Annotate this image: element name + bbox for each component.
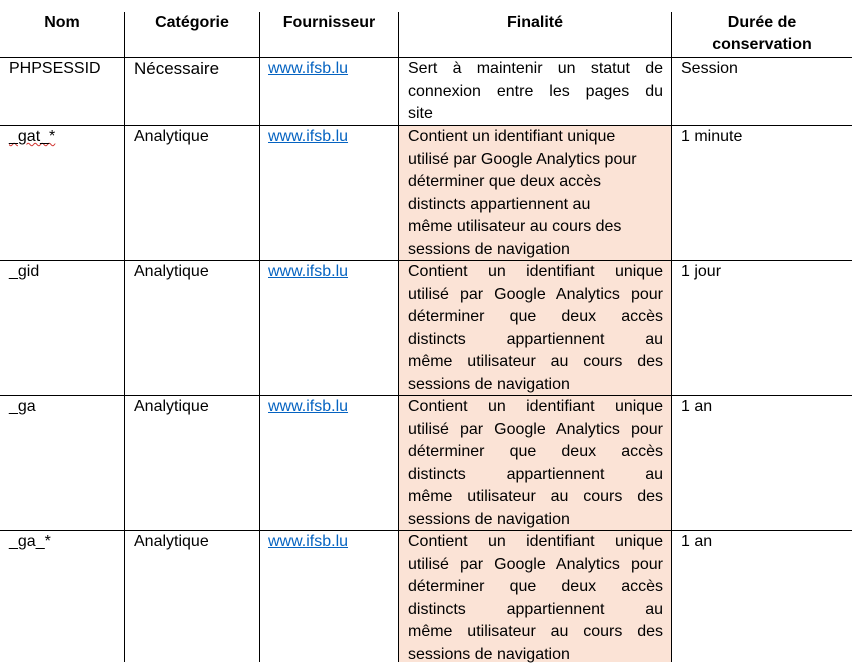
row-4-name: _ga [9, 396, 36, 419]
row-2-category: Analytique [134, 126, 209, 149]
purpose-line: sessions de navigation [408, 509, 663, 532]
row-3-provider-link[interactable]: www.ifsb.lu [268, 261, 348, 284]
row-5-category: Analytique [134, 531, 209, 554]
purpose-line: utilisé par Google Analytics pour [408, 419, 663, 442]
purpose-line: utilisé par Google Analytics pour [408, 149, 663, 172]
header-category: Catégorie [125, 12, 259, 34]
purpose-line: même utilisateur au cours des [408, 216, 663, 239]
purpose-line: sessions de navigation [408, 239, 663, 262]
column-divider [124, 12, 125, 662]
spellcheck-underline: _gat_* [9, 128, 55, 145]
purpose-line: déterminer que deux accès [408, 171, 663, 194]
purpose-line: même utilisateur au cours des [408, 621, 663, 644]
purpose-line: déterminer que deux accès [408, 306, 663, 329]
row-3-name: _gid [9, 261, 39, 284]
row-2-provider-link[interactable]: www.ifsb.lu [268, 126, 348, 149]
row-4-provider-link[interactable]: www.ifsb.lu [268, 396, 348, 419]
purpose-line: connexion entre les pages du [408, 81, 663, 104]
purpose-line: distincts appartiennent au [408, 464, 663, 487]
row-2-name [9, 126, 55, 149]
purpose-line: distincts appartiennent au [408, 329, 663, 352]
purpose-line: Sert à maintenir un statut de [408, 58, 663, 81]
row-5-duration: 1 an [681, 531, 712, 554]
column-divider [259, 12, 260, 662]
purpose-line: distincts appartiennent au [408, 194, 663, 217]
purpose-line: déterminer que deux accès [408, 441, 663, 464]
row-1-duration: Session [681, 58, 738, 81]
row-3-category: Analytique [134, 261, 209, 284]
purpose-line: sessions de navigation [408, 374, 663, 397]
header-purpose: Finalité [399, 12, 671, 34]
row-2-purpose [408, 126, 663, 261]
column-divider [398, 12, 399, 662]
column-divider [671, 12, 672, 662]
row-5-purpose [408, 531, 663, 666]
purpose-line: Contient un identifiant unique [408, 396, 663, 419]
row-1-category: Nécessaire [134, 58, 219, 81]
purpose-line: déterminer que deux accès [408, 576, 663, 599]
row-4-category: Analytique [134, 396, 209, 419]
row-3-duration: 1 jour [681, 261, 721, 284]
header-duration-line1: Durée de [728, 14, 796, 31]
header-provider: Fournisseur [260, 12, 398, 34]
header-duration [672, 12, 852, 56]
row-2-duration: 1 minute [681, 126, 742, 149]
purpose-line: Contient un identifiant unique [408, 261, 663, 284]
purpose-line: Contient un identifiant unique [408, 126, 663, 149]
row-4-duration: 1 an [681, 396, 712, 419]
row-5-provider-link[interactable]: www.ifsb.lu [268, 531, 348, 554]
purpose-line: Contient un identifiant unique [408, 531, 663, 554]
purpose-line: même utilisateur au cours des [408, 351, 663, 374]
purpose-line: utilisé par Google Analytics pour [408, 284, 663, 307]
purpose-line: site [408, 103, 663, 126]
header-name: Nom [0, 12, 124, 34]
row-1-provider-link[interactable]: www.ifsb.lu [268, 58, 348, 81]
purpose-line: même utilisateur au cours des [408, 486, 663, 509]
row-4-purpose [408, 396, 663, 531]
row-1-purpose [408, 58, 663, 126]
header-duration-line2: conservation [712, 36, 812, 53]
purpose-line: utilisé par Google Analytics pour [408, 554, 663, 577]
row-5-name: _ga_* [9, 531, 51, 554]
purpose-line: sessions de navigation [408, 644, 663, 666]
purpose-line: distincts appartiennent au [408, 599, 663, 622]
row-1-name: PHPSESSID [9, 58, 101, 81]
row-3-purpose [408, 261, 663, 396]
